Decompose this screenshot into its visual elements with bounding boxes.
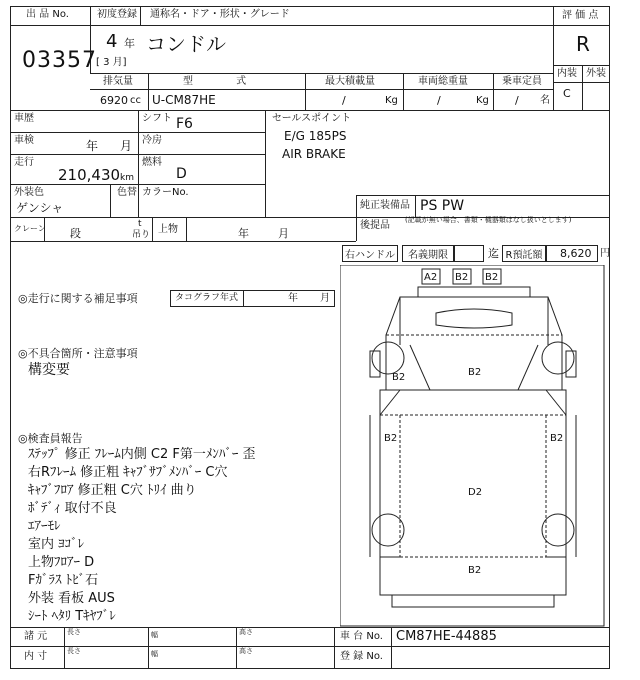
gross-weight-unit: Kg (476, 95, 489, 106)
history-label: 車歴 (14, 113, 34, 124)
equip-value: PS PW (420, 198, 465, 214)
inspector-line-10: ｼｰﾄ ﾍﾀﾘ Tｷﾔﾌﾞﾚ (28, 609, 116, 624)
car-name: コンドル (146, 32, 226, 56)
max-load-unit: Kg (385, 95, 398, 106)
mark-b2-left-side: B2 (384, 433, 398, 444)
truck-diagram (340, 265, 605, 627)
capacity-label: 乗車定員 (502, 76, 542, 87)
inspector-line-2: 右Rﾌﾚｰﾑ 修正粗 ｷｬﾌﾞｻﾌﾞﾒﾝﾊﾞｰ C穴 (28, 465, 228, 480)
chassis-number: CM87HE-44885 (396, 629, 497, 644)
capacity-value: / (515, 94, 519, 107)
reg-no-label: 登 録 No. (340, 651, 383, 662)
lot-number: 03357 (22, 48, 97, 73)
chassis-label: 車 台 No. (340, 631, 383, 642)
inspection-label: 車検 (14, 135, 34, 146)
inspector-label: ◎検査員報告 (18, 432, 83, 445)
ac-label: 冷房 (142, 135, 162, 146)
shift-label: シフト (142, 113, 172, 124)
crane-hoist: 吊り (132, 230, 151, 240)
mark-b2-cab-front: B2 (468, 367, 482, 378)
mileage-label: 走行 (14, 157, 34, 168)
fuel-value: D (176, 166, 187, 182)
mark-b2-right-side: B2 (550, 433, 564, 444)
shift-value: F6 (176, 116, 193, 132)
crane-label: クレーン (14, 224, 46, 233)
length-label-2: 長さ (67, 647, 81, 655)
r-reg-value: 8,620 (560, 247, 592, 260)
length-label-1: 長さ (67, 628, 81, 636)
sales-label: セールスポイント (272, 113, 352, 124)
inspection-year-unit: 年 (86, 139, 99, 153)
interior-label: 内装 (557, 68, 577, 79)
ext-color-label: 外装色 (14, 187, 44, 198)
specs-label: 諸 元 (24, 631, 48, 642)
mileage-unit: km (120, 173, 134, 183)
height-label-2: 高さ (239, 647, 253, 655)
mark-a2-top: A2 (424, 272, 438, 283)
color-change-label: 色替 (117, 187, 137, 198)
max-load-value: / (342, 94, 346, 107)
inspector-line-5: ｴｱｰﾓﾚ (28, 519, 61, 534)
inspector-line-1: ｽﾃｯﾌﾟ 修正 ﾌﾚｰﾑ内側 C2 F第一ﾒﾝﾊﾞｰ 歪 (28, 447, 256, 462)
fuel-label: 燃料 (142, 157, 162, 168)
displacement-unit: cc (130, 95, 141, 106)
inspector-line-4: ﾎﾞﾃﾞｨ 取付不良 (28, 501, 117, 516)
inspector-line-9: 外装 看板 AUS (28, 591, 115, 606)
inspector-line-7: 上物ﾌﾛｱｰ D (28, 555, 95, 570)
max-load-label: 最大積載量 (325, 76, 375, 87)
inner-label: 内 寸 (24, 651, 48, 662)
mark-b2-top-2: B2 (485, 272, 499, 283)
displacement-label: 排気量 (103, 76, 133, 87)
tacho-label: タコグラフ年式 (175, 293, 239, 303)
model-label: 型 式 (183, 76, 267, 87)
body-year-unit: 年 (238, 227, 249, 240)
mileage-value: 210,430 (58, 166, 121, 184)
model-value: U-CM87HE (152, 93, 216, 107)
capacity-unit: 名 (540, 95, 550, 106)
inspector-line-8: Fｶﾞﾗｽ ﾄﾋﾞ石 (28, 573, 99, 588)
rating-label: 評 価 点 (562, 10, 599, 21)
defects-line-1: 構変要 (28, 362, 70, 378)
interior-grade: C (563, 87, 571, 100)
aftermarket-label: 後提品 (360, 220, 390, 231)
gross-weight-label: 車両総重量 (418, 76, 468, 87)
width-label-1: 幅 (151, 631, 158, 639)
sales-line-2: AIR BRAKE (282, 147, 346, 161)
ext-color-value: ゲンシャ (16, 201, 64, 215)
tacho-month-unit: 月 (320, 293, 330, 304)
mark-d2-bed: D2 (468, 487, 483, 498)
rating-value: R (576, 32, 590, 56)
reg-year-unit: 年 (124, 37, 135, 50)
body-label: 上物 (158, 224, 178, 235)
name-change-box: 名義期限 (402, 245, 454, 262)
tacho-year-unit: 年 (288, 293, 298, 304)
displacement-value: 6920 (100, 94, 128, 107)
inspector-line-6: 室内 ﾖｺﾞﾚ (28, 537, 85, 552)
body-month-unit: 月 (278, 227, 289, 240)
height-label-1: 高さ (239, 628, 253, 636)
defects-label: ◎不具合箇所・注意事項 (18, 347, 138, 360)
yen-unit: 円 (600, 248, 610, 259)
first-reg-label: 初度登録 (97, 9, 137, 20)
exclusion-mark: 迄 (488, 247, 499, 260)
mark-b2-top-1: B2 (455, 272, 469, 283)
mark-b2-rear: B2 (468, 565, 482, 576)
mark-b2-door-left: B2 (392, 372, 406, 383)
inspector-line-3: ｷｬﾌﾞﾌﾛｱ 修正粗 C穴 ﾄﾘｲ 曲り (28, 483, 197, 498)
aftermarket-note: (記載が無い場合、書類・機器類はなし扱いとします) (405, 216, 572, 224)
lot-label: 出 品 No. (26, 9, 69, 20)
equip-label: 純正装備品 (360, 200, 410, 211)
reg-year: 4 (106, 31, 118, 52)
r-reg-label: R預託額 (502, 245, 546, 262)
name-label: 通称名・ドア・形状・グレード (150, 9, 290, 20)
crane-t: t (138, 219, 142, 229)
color-no-label: カラーNo. (142, 187, 189, 198)
reg-month: [ 3 月] (96, 57, 127, 68)
gross-weight-value: / (437, 94, 441, 107)
sales-line-1: E/G 185PS (284, 129, 347, 143)
right-hand-drive-tag: 右ハンドル (342, 245, 398, 262)
name-change-value (454, 245, 484, 262)
width-label-2: 幅 (151, 650, 158, 658)
exterior-label: 外装 (586, 68, 606, 79)
inspection-month-unit: 月 (120, 139, 133, 153)
crane-dan: 段 (70, 227, 81, 240)
supplement-label: ◎走行に関する補足事項 (18, 292, 138, 305)
